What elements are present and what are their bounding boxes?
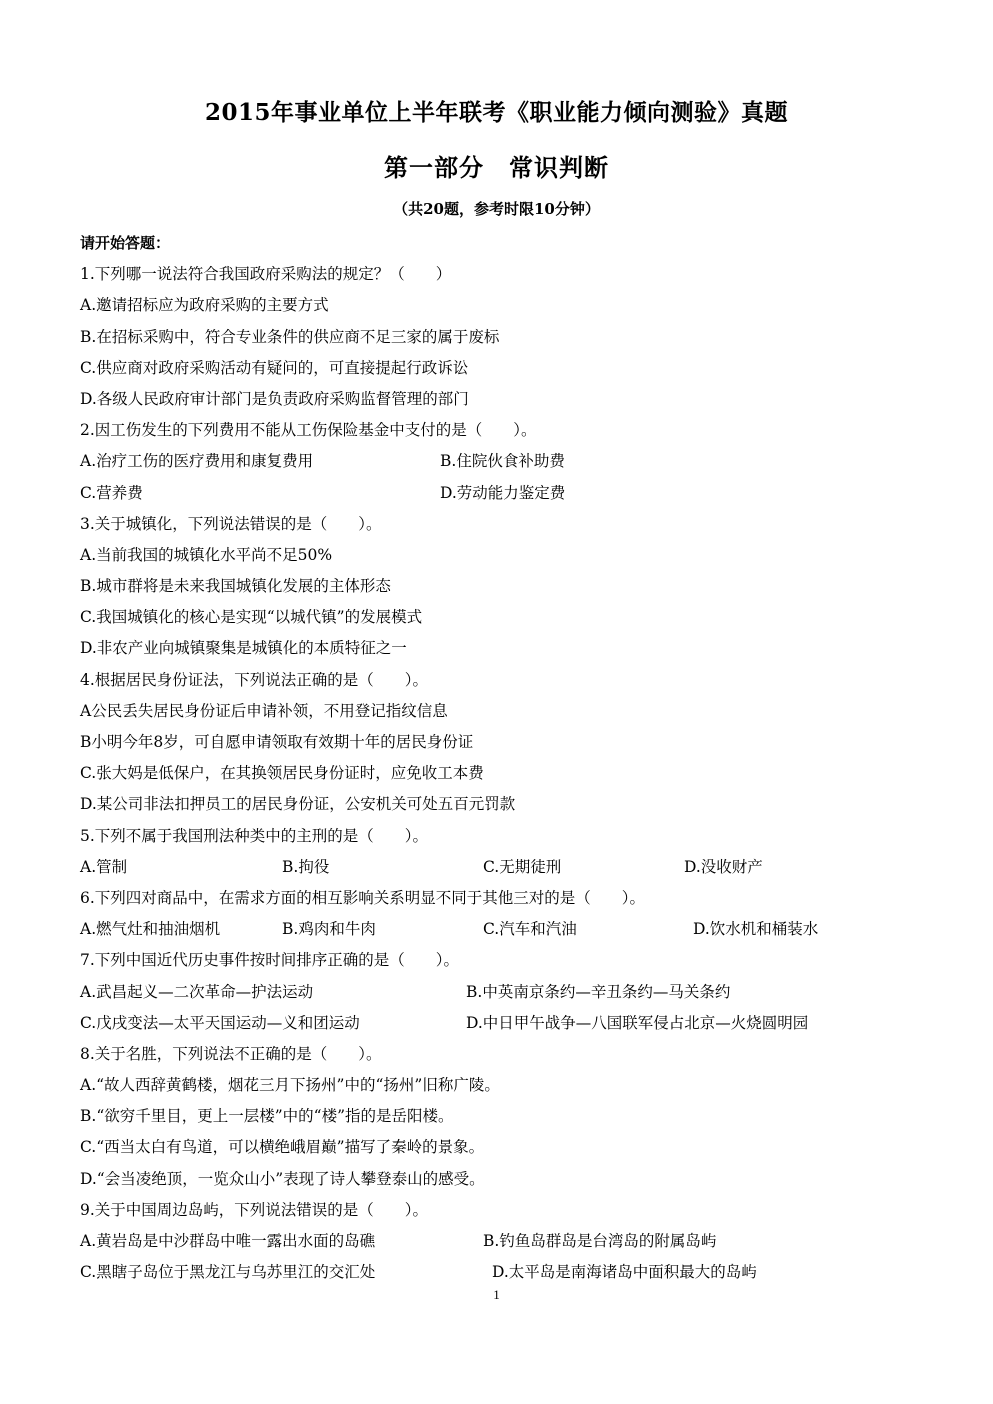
question-9-row-1	[80, 1226, 940, 1257]
question-7-option-b: B.中英南京条约—辛丑条约—马关条约	[466, 982, 731, 1001]
question-3-option-d: D.非农产业向城镇聚集是城镇化的本质特征之一	[80, 639, 407, 658]
question-9-option-d: D.太平岛是南海诸岛中面积最大的岛屿	[492, 1263, 757, 1282]
question-8-option-c: C.“西当太白有鸟道，可以横绝峨眉巅”描写了秦岭的景象。	[80, 1138, 485, 1157]
question-1-stem: 1.下列哪一说法符合我国政府采购法的规定？（ ）	[80, 265, 452, 284]
question-2-stem: 2.因工伤发生的下列费用不能从工伤保险基金中支付的是（ ）。	[80, 421, 537, 440]
question-1-option-b: B.在招标采购中，符合专业条件的供应商不足三家的属于废标	[80, 327, 500, 346]
question-9-option-c: C.黑瞎子岛位于黑龙江与乌苏里江的交汇处	[80, 1263, 376, 1282]
question-3-option-a: A.当前我国的城镇化水平尚不足50%	[80, 545, 333, 564]
question-3-option-c: C.我国城镇化的核心是实现“以城代镇”的发展模式	[80, 608, 423, 627]
question-7-stem: 7.下列中国近代历史事件按时间排序正确的是（ ）。	[80, 951, 460, 970]
question-6-option-d: D.饮水机和桶装水	[693, 920, 819, 939]
question-7-row-2	[80, 1008, 940, 1039]
question-2-row-2	[80, 478, 940, 509]
question-4-option-d: D.某公司非法扣押员工的居民身份证，公安机关可处五百元罚款	[80, 795, 516, 814]
question-8-option-a: A.“故人西辞黄鹤楼，烟花三月下扬州”中的“扬州”旧称广陵。	[80, 1076, 500, 1095]
question-1-option-d: D.各级人民政府审计部门是负责政府采购监督管理的部门	[80, 389, 469, 408]
exam-title: 2015年事业单位上半年联考《职业能力倾向测验》真题	[204, 99, 788, 126]
question-2-option-a: A.治疗工伤的医疗费用和康复费用	[80, 452, 314, 471]
question-4-stem: 4.根据居民身份证法，下列说法正确的是（ ）。	[80, 670, 429, 689]
question-5-option-c: C.无期徒刑	[483, 857, 562, 876]
question-8-stem: 8.关于名胜，下列说法不正确的是（ ）。	[80, 1044, 382, 1063]
question-6-option-b: B.鸡肉和牛肉	[282, 920, 376, 939]
question-4-option-a: A公民丢失居民身份证后申请补领，不用登记指纹信息	[80, 701, 448, 720]
question-9-stem: 9.关于中国周边岛屿，下列说法错误的是（ ）。	[80, 1200, 429, 1219]
question-5-option-d: D.没收财产	[684, 857, 763, 876]
section-note: （共20题，参考时限10分钟）	[393, 200, 600, 218]
page-number: 1	[493, 1287, 500, 1302]
question-2-option-b: B.住院伙食补助费	[440, 452, 565, 471]
question-2-option-c: C.营养费	[80, 483, 143, 502]
section-title: 第一部分 常识判断	[384, 153, 609, 182]
question-4-option-b: B小明今年8岁，可自愿申请领取有效期十年的居民身份证	[80, 733, 474, 751]
question-6-row	[80, 914, 940, 945]
question-1-option-a: A.邀请招标应为政府采购的主要方式	[80, 296, 329, 315]
question-7-option-c: C.戊戌变法—太平天国运动—义和团运动	[80, 1013, 360, 1032]
question-7-row-1	[80, 977, 940, 1008]
question-3-option-b: B.城市群将是未来我国城镇化发展的主体形态	[80, 577, 391, 596]
question-2-option-d: D.劳动能力鉴定费	[440, 483, 566, 502]
question-9-option-b: B.钓鱼岛群岛是台湾岛的附属岛屿	[483, 1232, 717, 1250]
question-8-option-d: D.“会当凌绝顶，一览众山小”表现了诗人攀登泰山的感受。	[80, 1169, 485, 1188]
question-9-row-2	[80, 1257, 940, 1288]
question-6-option-a: A.燃气灶和抽油烟机	[80, 920, 221, 939]
question-1-option-c: C.供应商对政府采购活动有疑问的，可直接提起行政诉讼	[80, 358, 469, 377]
question-8-option-b: B.“欲穷千里目，更上一层楼”中的“楼”指的是岳阳楼。	[80, 1107, 454, 1126]
start-prompt: 请开始答题：	[80, 234, 171, 252]
question-5-option-b: B.拘役	[282, 857, 330, 876]
question-5-stem: 5.下列不属于我国刑法种类中的主刑的是（ ）。	[80, 826, 429, 845]
question-6-stem: 6.下列四对商品中，在需求方面的相互影响关系明显不同于其他三对的是（ ）。	[80, 888, 646, 907]
question-7-option-d: D.中日甲午战争—八国联军侵占北京—火烧圆明园	[466, 1013, 809, 1032]
question-2-row-1	[80, 446, 940, 477]
question-7-option-a: A.武昌起义—二次革命—护法运动	[80, 982, 314, 1001]
question-5-option-a: A.管制	[80, 857, 128, 876]
question-5-row	[80, 852, 940, 883]
question-9-option-a: A.黄岩岛是中沙群岛中唯一露出水面的岛礁	[80, 1232, 376, 1250]
question-6-option-c: C.汽车和汽油	[483, 920, 577, 939]
question-4-option-c: C.张大妈是低保户，在其换领居民身份证时，应免收工本费	[80, 764, 484, 783]
question-3-stem: 3.关于城镇化，下列说法错误的是（ ）。	[80, 514, 382, 533]
question-list	[80, 228, 940, 1288]
